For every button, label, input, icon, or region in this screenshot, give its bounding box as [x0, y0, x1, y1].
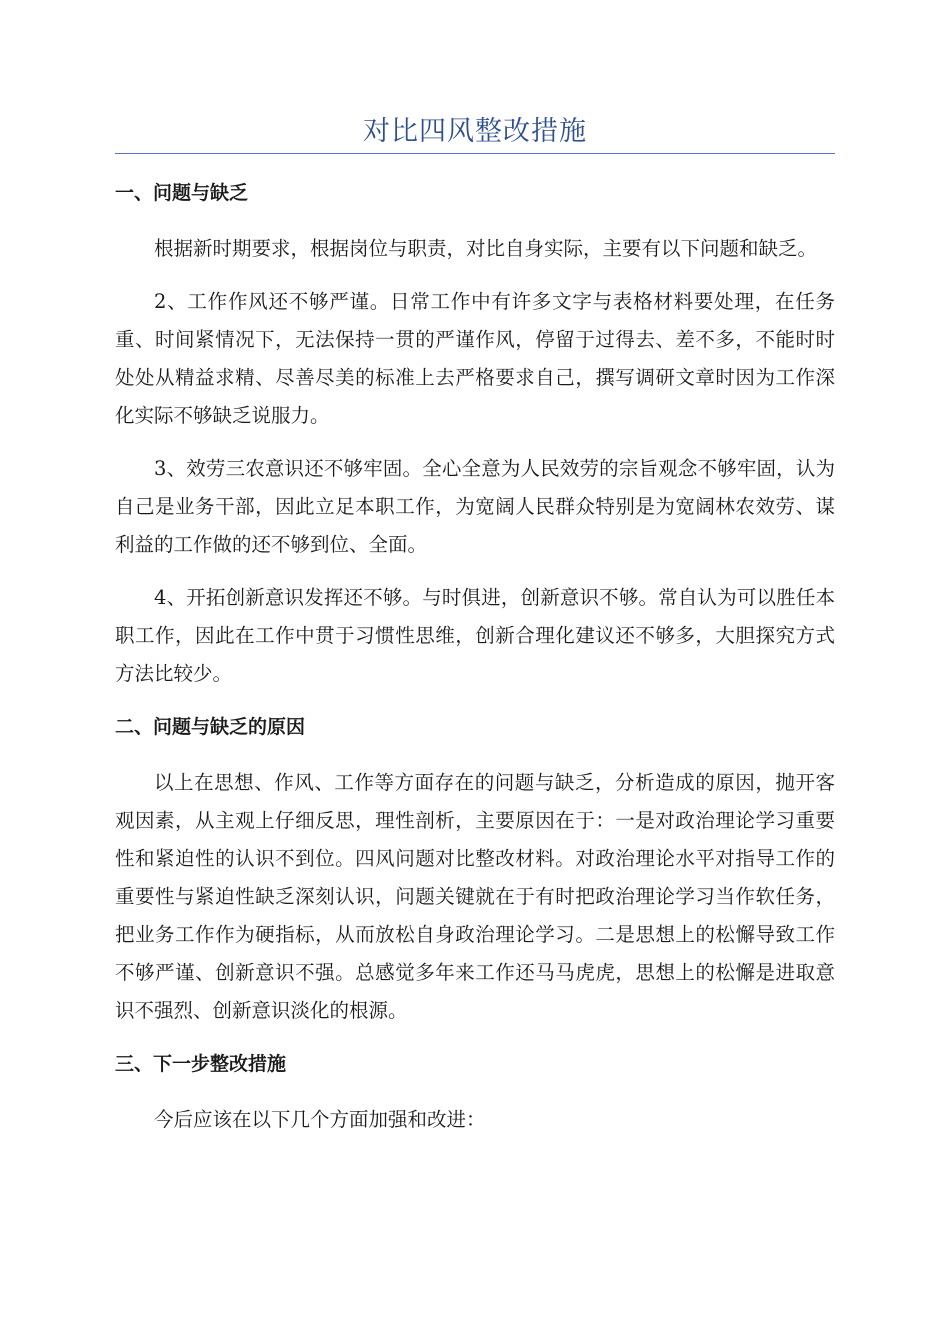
paragraph: 3、效劳三农意识还不够牢固。全心全意为人民效劳的宗旨观念不够牢固，认为自己是业务干部，因此立足本职工作，为宽阔人民群众特别是为宽阔林农效劳、谋利益的工作做的还不够到位、全面。: [115, 457, 835, 556]
title-underline: [115, 153, 835, 154]
paragraph: 2、工作作风还不够严谨。日常工作中有许多文字与表格材料要处理，在任务重、时间紧情况下，无法保持一贯的严谨作风，停留于过得去、差不多，不能时时处处从精益求精、尽善尽美的标准上去严格要求自己，撰写调研文章时因为工作深化实际不够缺乏说服力。: [115, 290, 835, 427]
paragraph: 今后应该在以下几个方面加强和改进：: [154, 1108, 486, 1131]
paragraph: 4、开拓创新意识发挥还不够。与时俱进，创新意识不够。常自认为可以胜任本职工作，因此在工作中贯于习惯性思维，创新合理化建议还不够多，大胆探究方式方法比较少。: [115, 586, 835, 685]
paragraph: 以上在思想、作风、工作等方面存在的问题与缺乏，分析造成的原因，抛开客观因素，从主观上仔细反思，理性剖析，主要原因在于：一是对政治理论学习重要性和紧迫性的认识不到位。四风问题对比整改材料。对政治理论水平对指导工作的重要性与紧迫性缺乏深刻认识，问题关键就在于有时把政治理论学习当作软任务，把业务工作作为硬指标，从而放松自身政治理论学习。二是思想上的松懈导致工作不够严谨、创新意识不强。总感觉多年来工作还马马虎虎，思想上的松懈是进取意识不强烈、创新意识淡化的根源。: [115, 771, 835, 1022]
section-heading-2: 二、问题与缺乏的原因: [115, 716, 306, 738]
section-heading-3: 三、下一步整改措施: [115, 1053, 287, 1075]
document-body: [115, 174, 835, 1139]
document-title: 对比四风整改措施: [363, 116, 587, 147]
section-heading-1: 一、问题与缺乏: [115, 182, 249, 204]
paragraph: 根据新时期要求，根据岗位与职责，对比自身实际，主要有以下问题和缺乏。: [154, 237, 818, 260]
